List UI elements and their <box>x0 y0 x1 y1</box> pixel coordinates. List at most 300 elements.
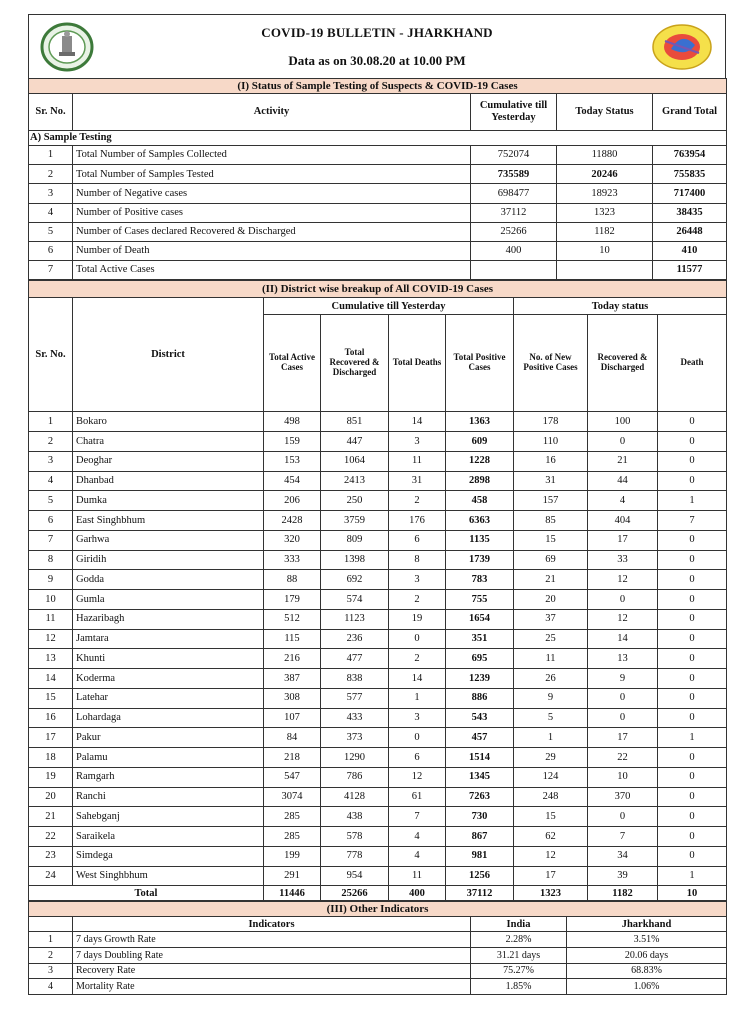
sr-no-cell: 1 <box>29 932 73 948</box>
positive-cell: 1228 <box>446 451 514 471</box>
today-cell <box>557 261 653 280</box>
table-row <box>29 451 727 471</box>
col-today-death: Death <box>658 315 727 412</box>
district-cell: Giridih <box>73 550 264 570</box>
new-pos-cell: 5 <box>514 708 588 728</box>
active-cell: 387 <box>264 669 321 689</box>
sr-no-cell: 7 <box>29 261 73 280</box>
recovered-cell: 851 <box>321 412 389 432</box>
health-mission-logo-icon <box>651 23 713 71</box>
sr-no-cell: 4 <box>29 979 73 995</box>
sr-no-cell: 3 <box>29 184 73 203</box>
active-cell: 512 <box>264 609 321 629</box>
col-total-deaths: Total Deaths <box>389 315 446 412</box>
district-cell: Latehar <box>73 688 264 708</box>
table-row <box>29 432 727 452</box>
col-today-recovered: Recovered & Discharged <box>588 315 658 412</box>
active-cell: 333 <box>264 550 321 570</box>
sr-no-cell: 11 <box>29 609 73 629</box>
deaths-cell: 2 <box>389 649 446 669</box>
new-pos-cell: 16 <box>514 451 588 471</box>
table-row <box>29 491 727 511</box>
deaths-cell: 3 <box>389 432 446 452</box>
sample-testing-table <box>28 78 727 280</box>
active-cell: 107 <box>264 708 321 728</box>
table-row <box>29 550 727 570</box>
today-rec-cell: 13 <box>588 649 658 669</box>
indicator-cell: 7 days Doubling Rate <box>73 947 471 963</box>
positive-cell: 1739 <box>446 550 514 570</box>
table-row <box>29 748 727 768</box>
today-rec-cell: 17 <box>588 530 658 550</box>
deaths-cell: 14 <box>389 412 446 432</box>
today-death-cell: 0 <box>658 609 727 629</box>
new-pos-cell: 20 <box>514 590 588 610</box>
deaths-cell: 176 <box>389 511 446 531</box>
section2-title: (II) District wise breakup of All COVID-19 Cases <box>29 281 727 298</box>
today-death-cell: 0 <box>658 412 727 432</box>
new-pos-cell: 1 <box>514 728 588 748</box>
positive-cell: 458 <box>446 491 514 511</box>
table-row <box>29 241 727 260</box>
district-cell: Chatra <box>73 432 264 452</box>
activity-cell: Total Active Cases <box>73 261 471 280</box>
sr-no-cell: 14 <box>29 669 73 689</box>
today-death-cell: 1 <box>658 491 727 511</box>
table-row <box>29 184 727 203</box>
deaths-cell: 0 <box>389 728 446 748</box>
today-rec-cell: 100 <box>588 412 658 432</box>
jharkhand-cell: 3.51% <box>567 932 727 948</box>
new-pos-cell: 29 <box>514 748 588 768</box>
today-death-cell: 0 <box>658 846 727 866</box>
activity-cell: Total Number of Samples Tested <box>73 165 471 184</box>
district-cell: West Singhbhum <box>73 866 264 886</box>
deaths-cell: 2 <box>389 590 446 610</box>
sr-no-cell: 24 <box>29 866 73 886</box>
col-jharkhand: Jharkhand <box>567 917 727 932</box>
recovered-cell: 236 <box>321 629 389 649</box>
recovered-cell: 1398 <box>321 550 389 570</box>
sr-no-cell: 5 <box>29 222 73 241</box>
district-cell: Dumka <box>73 491 264 511</box>
table-row <box>29 708 727 728</box>
active-cell: 115 <box>264 629 321 649</box>
total-positive: 37112 <box>446 886 514 901</box>
table-row <box>29 649 727 669</box>
today-cell: 1323 <box>557 203 653 222</box>
recovered-cell: 477 <box>321 649 389 669</box>
col-sr-no: Sr. No. <box>29 298 73 412</box>
district-cell: Khunti <box>73 649 264 669</box>
sr-no-cell: 7 <box>29 530 73 550</box>
sr-no-cell: 15 <box>29 688 73 708</box>
new-pos-cell: 124 <box>514 767 588 787</box>
today-death-cell: 0 <box>658 748 727 768</box>
table-row <box>29 767 727 787</box>
table-row <box>29 165 727 184</box>
positive-cell: 1135 <box>446 530 514 550</box>
table-row <box>29 261 727 280</box>
activity-cell: Number of Cases declared Recovered & Discharged <box>73 222 471 241</box>
new-pos-cell: 248 <box>514 787 588 807</box>
positive-cell: 783 <box>446 570 514 590</box>
recovered-cell: 4128 <box>321 787 389 807</box>
recovered-cell: 809 <box>321 530 389 550</box>
district-cell: Ramgarh <box>73 767 264 787</box>
recovered-cell: 1290 <box>321 748 389 768</box>
today-cell: 1182 <box>557 222 653 241</box>
district-cell: Pakur <box>73 728 264 748</box>
deaths-cell: 8 <box>389 550 446 570</box>
sr-no-cell: 12 <box>29 629 73 649</box>
today-death-cell: 0 <box>658 471 727 491</box>
today-rec-cell: 4 <box>588 491 658 511</box>
col-total-active: Total Active Cases <box>264 315 321 412</box>
active-cell: 206 <box>264 491 321 511</box>
recovered-cell: 692 <box>321 570 389 590</box>
active-cell: 216 <box>264 649 321 669</box>
deaths-cell: 19 <box>389 609 446 629</box>
total-active: 11446 <box>264 886 321 901</box>
deaths-cell: 6 <box>389 530 446 550</box>
today-rec-cell: 9 <box>588 669 658 689</box>
today-death-cell: 0 <box>658 827 727 847</box>
positive-cell: 7263 <box>446 787 514 807</box>
sr-no-cell: 2 <box>29 947 73 963</box>
deaths-cell: 3 <box>389 708 446 728</box>
recovered-cell: 578 <box>321 827 389 847</box>
today-rec-cell: 12 <box>588 570 658 590</box>
india-cell: 2.28% <box>471 932 567 948</box>
today-rec-cell: 0 <box>588 590 658 610</box>
active-cell: 498 <box>264 412 321 432</box>
district-cell: Garhwa <box>73 530 264 550</box>
recovered-cell: 447 <box>321 432 389 452</box>
bulletin-sheet <box>28 14 726 995</box>
district-cell: Koderma <box>73 669 264 689</box>
active-cell: 547 <box>264 767 321 787</box>
positive-cell: 755 <box>446 590 514 610</box>
district-cell: Deoghar <box>73 451 264 471</box>
today-rec-cell: 22 <box>588 748 658 768</box>
today-rec-cell: 21 <box>588 451 658 471</box>
positive-cell: 1514 <box>446 748 514 768</box>
active-cell: 320 <box>264 530 321 550</box>
recovered-cell: 373 <box>321 728 389 748</box>
today-death-cell: 0 <box>658 530 727 550</box>
deaths-cell: 7 <box>389 807 446 827</box>
deaths-cell: 4 <box>389 846 446 866</box>
district-cell: Sahebganj <box>73 807 264 827</box>
table-row <box>29 947 727 963</box>
table-row <box>29 932 727 948</box>
today-death-cell: 0 <box>658 432 727 452</box>
new-pos-cell: 37 <box>514 609 588 629</box>
today-death-cell: 1 <box>658 728 727 748</box>
section3-title: (III) Other Indicators <box>29 902 727 917</box>
today-rec-cell: 33 <box>588 550 658 570</box>
sr-no-cell: 6 <box>29 241 73 260</box>
col-new-positive: No. of New Positive Cases <box>514 315 588 412</box>
total-row <box>29 886 727 901</box>
today-rec-cell: 10 <box>588 767 658 787</box>
positive-cell: 1363 <box>446 412 514 432</box>
cumulative-cell: 735589 <box>471 165 557 184</box>
table-row <box>29 609 727 629</box>
active-cell: 153 <box>264 451 321 471</box>
district-cell: Dhanbad <box>73 471 264 491</box>
recovered-cell: 954 <box>321 866 389 886</box>
active-cell: 199 <box>264 846 321 866</box>
today-rec-cell: 0 <box>588 432 658 452</box>
col-india: India <box>471 917 567 932</box>
deaths-cell: 2 <box>389 491 446 511</box>
sr-no-cell: 4 <box>29 471 73 491</box>
indicator-cell: Recovery Rate <box>73 963 471 979</box>
table-row <box>29 669 727 689</box>
district-cell: Hazaribagh <box>73 609 264 629</box>
recovered-cell: 778 <box>321 846 389 866</box>
sr-no-cell: 6 <box>29 511 73 531</box>
today-cell: 11880 <box>557 146 653 165</box>
grand-total-cell: 11577 <box>653 261 727 280</box>
sr-no-cell: 20 <box>29 787 73 807</box>
table-row <box>29 412 727 432</box>
table-row <box>29 827 727 847</box>
sr-no-cell: 9 <box>29 570 73 590</box>
positive-cell: 1256 <box>446 866 514 886</box>
district-cell: Bokaro <box>73 412 264 432</box>
today-death-cell: 0 <box>658 688 727 708</box>
today-cell: 18923 <box>557 184 653 203</box>
total-new-pos: 1323 <box>514 886 588 901</box>
table-row <box>29 787 727 807</box>
group-cumulative: Cumulative till Yesterday <box>264 298 514 315</box>
table-row <box>29 688 727 708</box>
activity-cell: Number of Death <box>73 241 471 260</box>
india-cell: 31.21 days <box>471 947 567 963</box>
col-blank <box>29 917 73 932</box>
group-label: A) Sample Testing <box>29 131 727 146</box>
grand-total-cell: 410 <box>653 241 727 260</box>
district-cell: East Singhbhum <box>73 511 264 531</box>
active-cell: 291 <box>264 866 321 886</box>
india-cell: 75.27% <box>471 963 567 979</box>
grand-total-cell: 38435 <box>653 203 727 222</box>
recovered-cell: 1064 <box>321 451 389 471</box>
new-pos-cell: 12 <box>514 846 588 866</box>
col-indicators: Indicators <box>73 917 471 932</box>
today-death-cell: 0 <box>658 807 727 827</box>
new-pos-cell: 17 <box>514 866 588 886</box>
deaths-cell: 1 <box>389 688 446 708</box>
table-row <box>29 963 727 979</box>
new-pos-cell: 110 <box>514 432 588 452</box>
table-row <box>29 629 727 649</box>
sr-no-cell: 10 <box>29 590 73 610</box>
new-pos-cell: 9 <box>514 688 588 708</box>
table-row <box>29 728 727 748</box>
table-row <box>29 590 727 610</box>
district-cell: Gumla <box>73 590 264 610</box>
recovered-cell: 3759 <box>321 511 389 531</box>
deaths-cell: 0 <box>389 629 446 649</box>
today-death-cell: 7 <box>658 511 727 531</box>
new-pos-cell: 157 <box>514 491 588 511</box>
activity-cell: Number of Negative cases <box>73 184 471 203</box>
sr-no-cell: 2 <box>29 432 73 452</box>
sr-no-cell: 8 <box>29 550 73 570</box>
new-pos-cell: 62 <box>514 827 588 847</box>
today-rec-cell: 0 <box>588 807 658 827</box>
total-deaths: 400 <box>389 886 446 901</box>
new-pos-cell: 15 <box>514 807 588 827</box>
today-death-cell: 0 <box>658 451 727 471</box>
bulletin-header <box>28 14 726 78</box>
positive-cell: 351 <box>446 629 514 649</box>
today-death-cell: 0 <box>658 570 727 590</box>
group-today: Today status <box>514 298 727 315</box>
today-rec-cell: 370 <box>588 787 658 807</box>
today-rec-cell: 17 <box>588 728 658 748</box>
col-total-recovered: Total Recovered & Discharged <box>321 315 389 412</box>
positive-cell: 867 <box>446 827 514 847</box>
table-row <box>29 807 727 827</box>
table-row <box>29 511 727 531</box>
today-death-cell: 0 <box>658 649 727 669</box>
active-cell: 285 <box>264 807 321 827</box>
table-row <box>29 530 727 550</box>
recovered-cell: 250 <box>321 491 389 511</box>
table-row <box>29 203 727 222</box>
new-pos-cell: 85 <box>514 511 588 531</box>
positive-cell: 609 <box>446 432 514 452</box>
table-row <box>29 979 727 995</box>
total-recovered: 25266 <box>321 886 389 901</box>
today-death-cell: 0 <box>658 629 727 649</box>
table-row <box>29 222 727 241</box>
new-pos-cell: 26 <box>514 669 588 689</box>
new-pos-cell: 11 <box>514 649 588 669</box>
jharkhand-cell: 20.06 days <box>567 947 727 963</box>
deaths-cell: 14 <box>389 669 446 689</box>
positive-cell: 457 <box>446 728 514 748</box>
active-cell: 454 <box>264 471 321 491</box>
col-grand-total: Grand Total <box>653 94 727 131</box>
col-total-positive: Total Positive Cases <box>446 315 514 412</box>
today-death-cell: 0 <box>658 787 727 807</box>
new-pos-cell: 31 <box>514 471 588 491</box>
col-today-status: Today Status <box>557 94 653 131</box>
positive-cell: 730 <box>446 807 514 827</box>
sr-no-cell: 4 <box>29 203 73 222</box>
deaths-cell: 12 <box>389 767 446 787</box>
recovered-cell: 786 <box>321 767 389 787</box>
cumulative-cell: 25266 <box>471 222 557 241</box>
district-cell: Lohardaga <box>73 708 264 728</box>
activity-cell: Number of Positive cases <box>73 203 471 222</box>
cumulative-cell <box>471 261 557 280</box>
jharkhand-cell: 68.83% <box>567 963 727 979</box>
cumulative-cell: 752074 <box>471 146 557 165</box>
sr-no-cell: 1 <box>29 412 73 432</box>
sr-no-cell: 19 <box>29 767 73 787</box>
cumulative-cell: 37112 <box>471 203 557 222</box>
today-rec-cell: 34 <box>588 846 658 866</box>
today-rec-cell: 0 <box>588 688 658 708</box>
district-cell: Godda <box>73 570 264 590</box>
grand-total-cell: 755835 <box>653 165 727 184</box>
today-rec-cell: 7 <box>588 827 658 847</box>
today-rec-cell: 39 <box>588 866 658 886</box>
total-today-death: 10 <box>658 886 727 901</box>
total-today-rec: 1182 <box>588 886 658 901</box>
deaths-cell: 31 <box>389 471 446 491</box>
district-cell: Simdega <box>73 846 264 866</box>
today-rec-cell: 404 <box>588 511 658 531</box>
today-rec-cell: 0 <box>588 708 658 728</box>
today-death-cell: 0 <box>658 550 727 570</box>
today-death-cell: 0 <box>658 708 727 728</box>
active-cell: 308 <box>264 688 321 708</box>
grand-total-cell: 763954 <box>653 146 727 165</box>
active-cell: 88 <box>264 570 321 590</box>
active-cell: 2428 <box>264 511 321 531</box>
today-death-cell: 1 <box>658 866 727 886</box>
positive-cell: 6363 <box>446 511 514 531</box>
today-rec-cell: 12 <box>588 609 658 629</box>
new-pos-cell: 25 <box>514 629 588 649</box>
district-cell: Saraikela <box>73 827 264 847</box>
district-cell: Jamtara <box>73 629 264 649</box>
today-cell: 20246 <box>557 165 653 184</box>
sr-no-cell: 2 <box>29 165 73 184</box>
sr-no-cell: 17 <box>29 728 73 748</box>
deaths-cell: 3 <box>389 570 446 590</box>
cumulative-cell: 698477 <box>471 184 557 203</box>
sr-no-cell: 21 <box>29 807 73 827</box>
recovered-cell: 2413 <box>321 471 389 491</box>
positive-cell: 1239 <box>446 669 514 689</box>
india-cell: 1.85% <box>471 979 567 995</box>
today-death-cell: 0 <box>658 590 727 610</box>
sr-no-cell: 3 <box>29 451 73 471</box>
recovered-cell: 574 <box>321 590 389 610</box>
table-row <box>29 146 727 165</box>
active-cell: 179 <box>264 590 321 610</box>
deaths-cell: 11 <box>389 451 446 471</box>
active-cell: 84 <box>264 728 321 748</box>
recovered-cell: 577 <box>321 688 389 708</box>
activity-cell: Total Number of Samples Collected <box>73 146 471 165</box>
positive-cell: 543 <box>446 708 514 728</box>
today-rec-cell: 44 <box>588 471 658 491</box>
today-death-cell: 0 <box>658 767 727 787</box>
district-cell: Ranchi <box>73 787 264 807</box>
sr-no-cell: 1 <box>29 146 73 165</box>
deaths-cell: 6 <box>389 748 446 768</box>
table-row <box>29 570 727 590</box>
positive-cell: 695 <box>446 649 514 669</box>
district-table <box>28 280 727 901</box>
col-sr-no: Sr. No. <box>29 94 73 131</box>
recovered-cell: 433 <box>321 708 389 728</box>
positive-cell: 1654 <box>446 609 514 629</box>
bulletin-title: COVID-19 BULLETIN - JHARKHAND <box>261 25 493 40</box>
indicator-cell: 7 days Growth Rate <box>73 932 471 948</box>
table-row <box>29 866 727 886</box>
